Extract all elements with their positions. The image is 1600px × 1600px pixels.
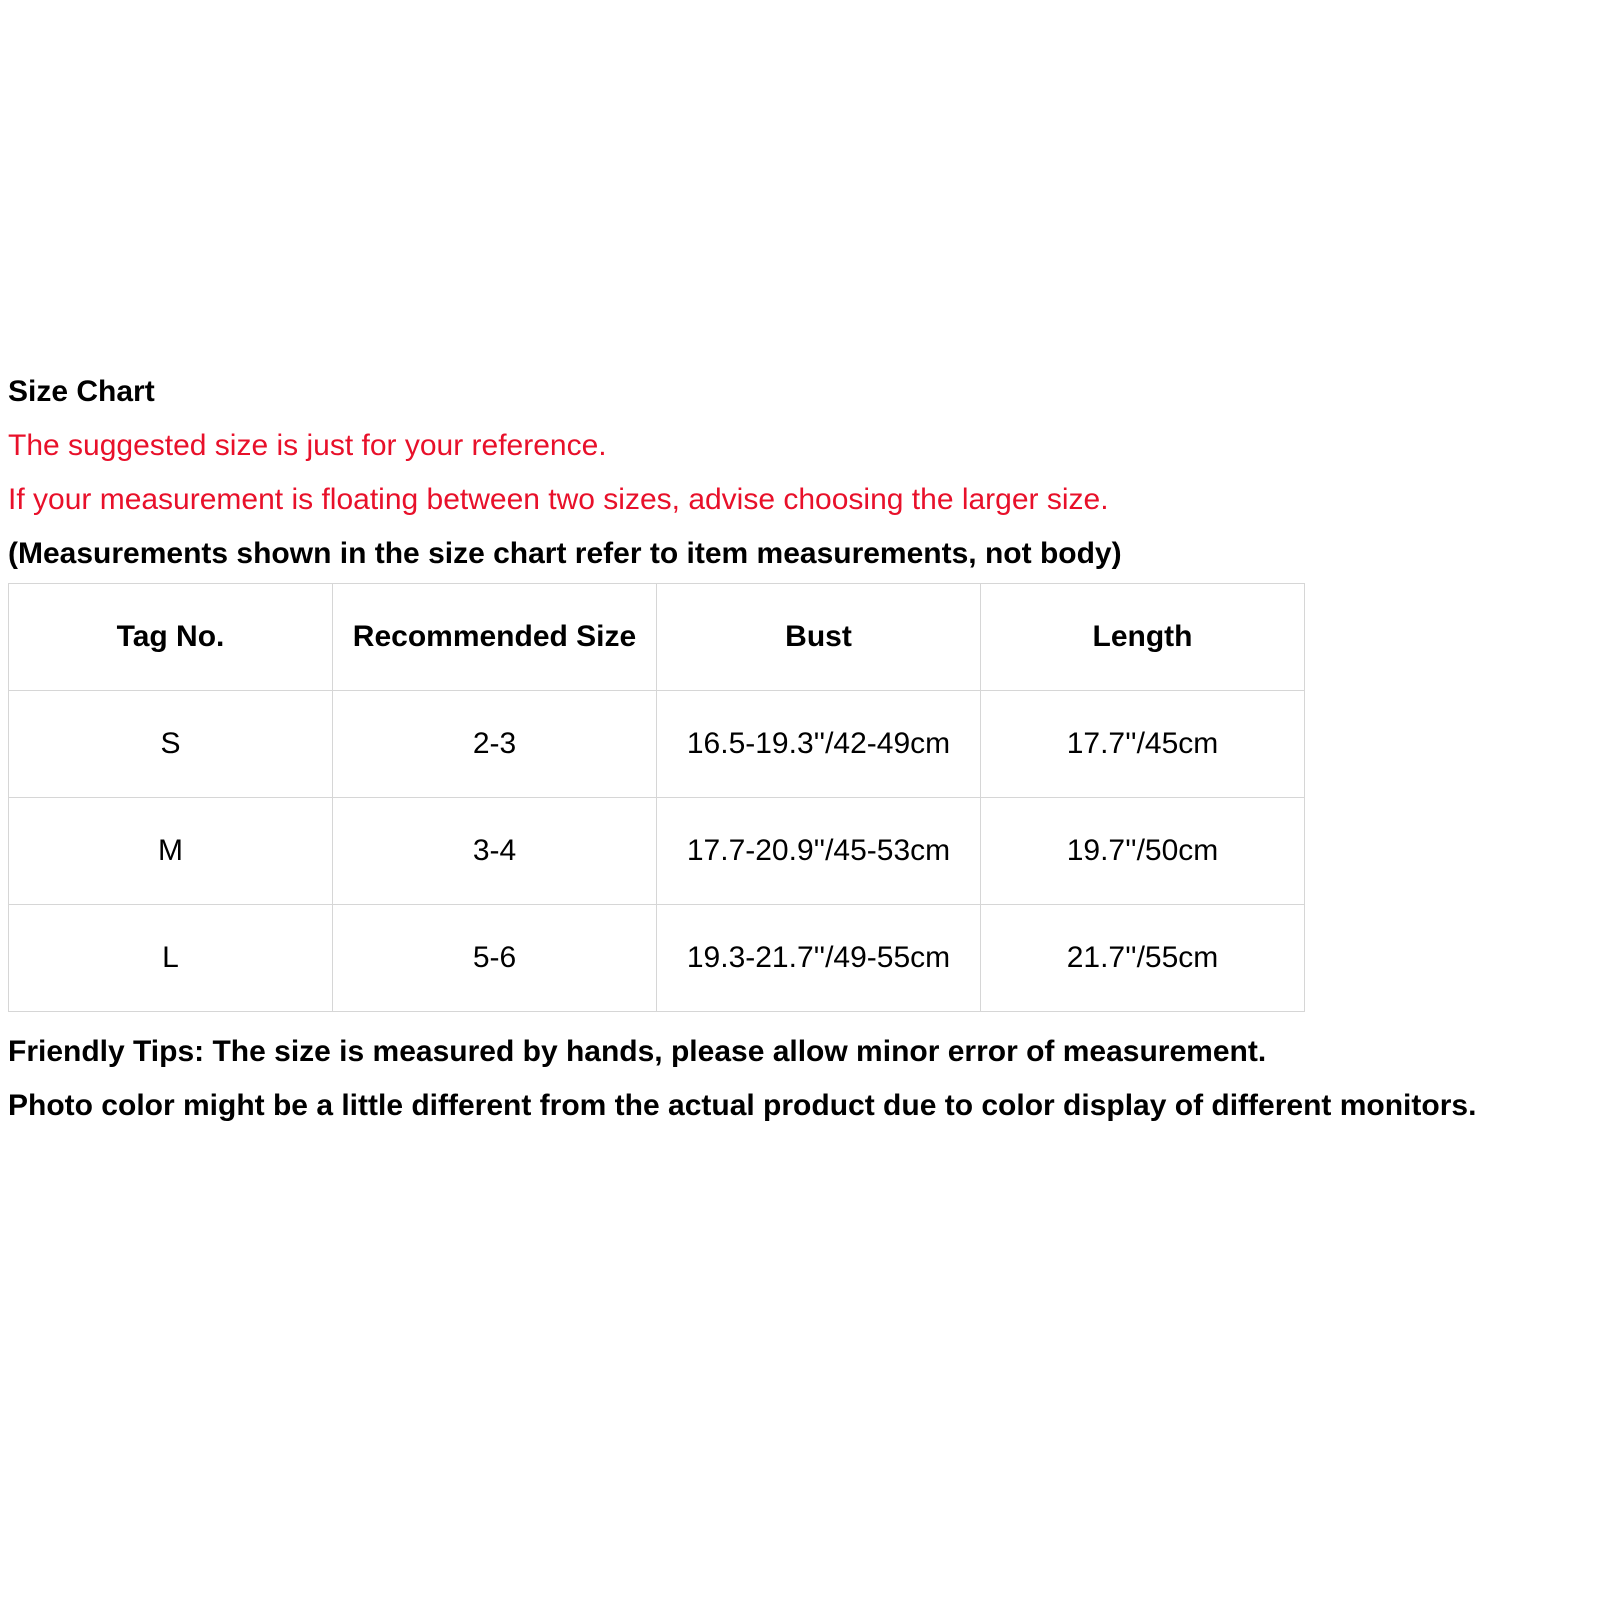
reference-note: The suggested size is just for your reference. — [8, 429, 607, 462]
floating-size-note: If your measurement is floating between two sizes, advise choosing the larger size. — [8, 483, 1109, 516]
friendly-tips: Friendly Tips: The size is measured by hands, please allow minor error of measurement. — [8, 1035, 1267, 1068]
size-table — [8, 583, 1305, 1012]
photo-color-tip: Photo color might be a little different from the actual product due to color display of different monitors. — [8, 1089, 1477, 1122]
cell-bust: 16.5-19.3''/42-49cm — [657, 691, 981, 798]
cell-length: 17.7''/45cm — [981, 691, 1305, 798]
page-title: Size Chart — [8, 375, 155, 408]
cell-recommended-size: 3-4 — [333, 798, 657, 905]
cell-recommended-size: 5-6 — [333, 905, 657, 1012]
table-row — [9, 905, 1305, 1012]
header-recommended-size: Recommended Size — [333, 584, 657, 691]
cell-tag-no: S — [9, 691, 333, 798]
cell-recommended-size: 2-3 — [333, 691, 657, 798]
size-chart-section — [8, 365, 1598, 1133]
header-bust: Bust — [657, 584, 981, 691]
cell-tag-no: M — [9, 798, 333, 905]
header-tag-no: Tag No. — [9, 584, 333, 691]
cell-length: 21.7''/55cm — [981, 905, 1305, 1012]
measurement-note: (Measurements shown in the size chart refer to item measurements, not body) — [8, 537, 1122, 570]
cell-length: 19.7''/50cm — [981, 798, 1305, 905]
table-row — [9, 691, 1305, 798]
cell-bust: 19.3-21.7''/49-55cm — [657, 905, 981, 1012]
table-header-row — [9, 584, 1305, 691]
cell-tag-no: L — [9, 905, 333, 1012]
header-length: Length — [981, 584, 1305, 691]
cell-bust: 17.7-20.9''/45-53cm — [657, 798, 981, 905]
table-row — [9, 798, 1305, 905]
